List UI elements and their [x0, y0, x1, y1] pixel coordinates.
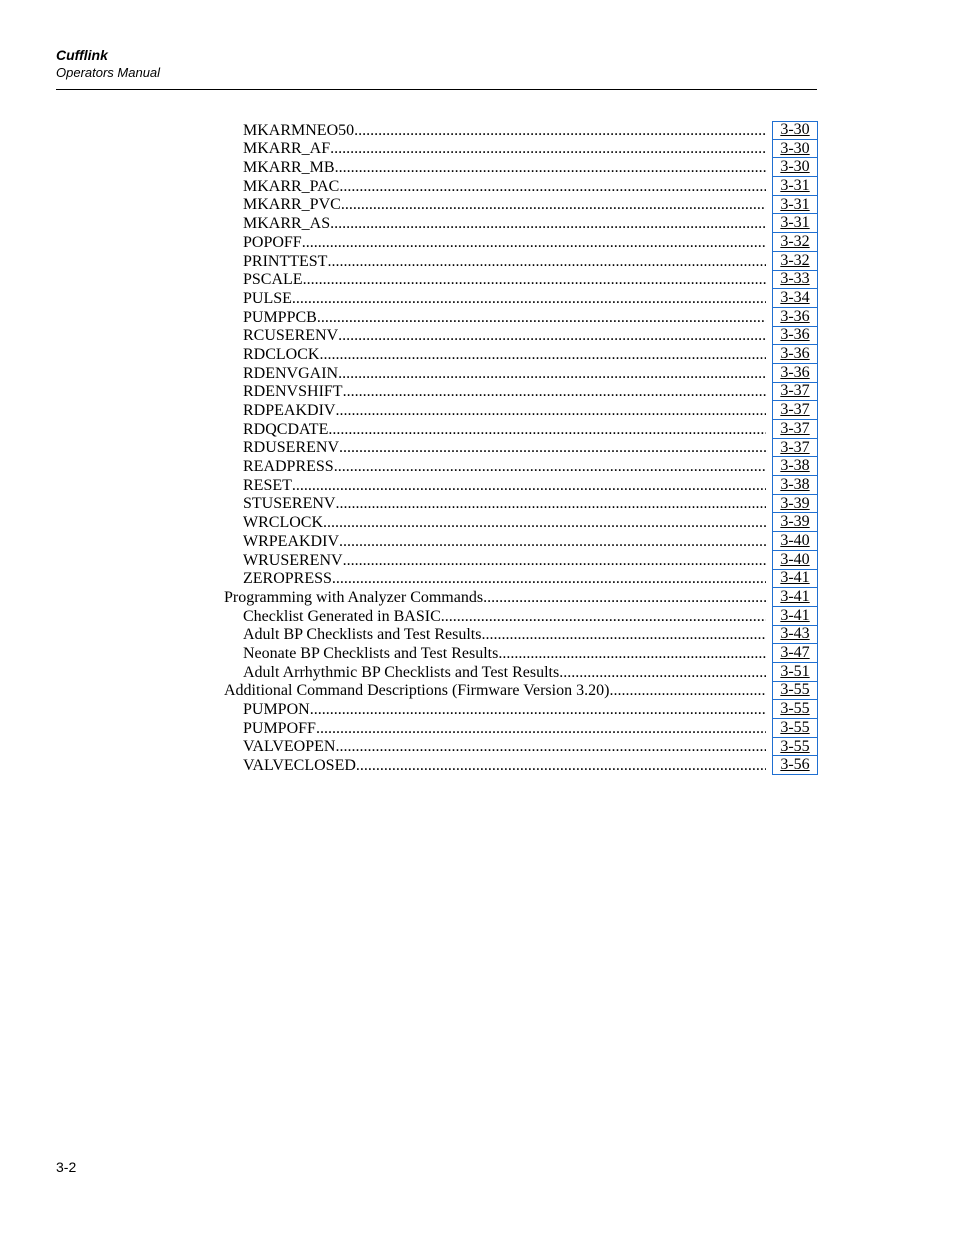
toc-page-link[interactable]: 3-37 [772, 383, 818, 402]
toc-entry[interactable] [224, 271, 818, 290]
toc-entry[interactable] [224, 457, 818, 476]
dot-leader [292, 477, 766, 495]
toc-page-link[interactable]: 3-41 [772, 570, 818, 589]
toc-entry[interactable] [224, 383, 818, 402]
toc-entry-label: RDENVGAIN [243, 364, 339, 382]
toc-entry-label: RDPEAKDIV [243, 402, 336, 419]
toc-entry-label: MKARR_PAC [243, 177, 340, 195]
dot-leader [341, 196, 766, 214]
toc-entry-label: RDQCDATE [243, 420, 329, 438]
toc-entry[interactable] [224, 177, 818, 196]
toc-page-link[interactable]: 3-55 [772, 682, 818, 701]
toc-entry-label: VALVEOPEN [243, 738, 336, 756]
document-subtitle: Operators Manual [56, 65, 161, 80]
toc-entry[interactable] [224, 756, 818, 775]
toc-entry[interactable] [224, 196, 818, 215]
toc-entry[interactable] [224, 364, 818, 383]
toc-entry-label: WRCLOCK [243, 514, 323, 532]
toc-entry[interactable] [224, 252, 818, 271]
toc-page-link[interactable]: 3-41 [772, 607, 818, 626]
toc-page-link[interactable]: 3-39 [772, 495, 818, 514]
toc-entry[interactable] [224, 327, 818, 346]
toc-entry-label: Adult BP Checklists and Test Results [243, 626, 482, 644]
toc-entry[interactable] [224, 439, 818, 458]
toc-entry[interactable] [224, 158, 818, 177]
toc-page-link[interactable]: 3-43 [772, 626, 818, 645]
toc-entry-label: ZEROPRESS [243, 570, 332, 588]
dot-leader [317, 309, 766, 327]
dot-leader [339, 533, 766, 551]
dot-leader [338, 365, 766, 383]
dot-leader [354, 122, 766, 140]
toc-entry-label: Adult Arrhythmic BP Checklists and Test Results [243, 663, 560, 681]
dot-leader [335, 159, 766, 177]
dot-leader [481, 626, 766, 644]
toc-entry-label: MKARR_PVC [243, 196, 341, 214]
page-number: 3-2 [56, 1159, 77, 1175]
toc-entry[interactable] [224, 495, 818, 514]
toc-entry[interactable] [224, 513, 818, 532]
toc-entry[interactable] [224, 738, 818, 757]
toc-entry-label: MKARR_AS [243, 215, 331, 233]
toc-entry[interactable] [224, 289, 818, 308]
toc-page-link[interactable]: 3-31 [772, 196, 818, 215]
dot-leader [335, 495, 766, 513]
toc-entry[interactable] [224, 532, 818, 551]
toc-page-link[interactable]: 3-31 [772, 214, 818, 233]
toc-page-link[interactable]: 3-56 [772, 756, 818, 775]
toc-page-link[interactable]: 3-51 [772, 663, 818, 682]
toc-page-link[interactable]: 3-38 [772, 457, 818, 476]
toc-entry[interactable] [224, 626, 818, 645]
toc-page-link[interactable]: 3-38 [772, 476, 818, 495]
dot-leader [310, 701, 766, 719]
toc-entry-label: PUMPON [243, 701, 310, 718]
toc-page-link[interactable]: 3-32 [772, 252, 818, 271]
dot-leader [335, 738, 766, 756]
toc-entry-label: Checklist Generated in BASIC [243, 607, 441, 625]
toc-page-link[interactable]: 3-33 [772, 271, 818, 290]
dot-leader [316, 720, 766, 738]
dot-leader [323, 514, 766, 532]
toc-page-link[interactable]: 3-30 [772, 140, 818, 159]
dot-leader [332, 570, 766, 588]
toc-entry[interactable] [224, 214, 818, 233]
toc-entry-label: Additional Command Descriptions (Firmware Version 3.20) [224, 682, 610, 700]
toc-entry-label: VALVECLOSED [243, 757, 356, 775]
toc-entry-label: MKARR_AF [243, 140, 331, 158]
toc-entry-label: STUSERENV [243, 495, 336, 513]
dot-leader [356, 757, 766, 775]
toc-entry-label: WRUSERENV [243, 551, 343, 569]
toc-page-link[interactable]: 3-39 [772, 513, 818, 532]
toc-page-link[interactable]: 3-34 [772, 289, 818, 308]
toc-page-link[interactable]: 3-30 [772, 158, 818, 177]
toc-entry-label: PRINTTEST [243, 252, 328, 270]
toc-entry-label: PSCALE [243, 271, 303, 289]
toc-entry[interactable] [224, 588, 818, 607]
toc-page-link[interactable]: 3-31 [772, 177, 818, 196]
header-divider [56, 89, 817, 90]
toc-page-link[interactable]: 3-37 [772, 401, 818, 420]
dot-leader [498, 645, 766, 663]
table-of-contents [224, 121, 818, 775]
toc-page-link[interactable]: 3-36 [772, 308, 818, 327]
dot-leader [338, 327, 766, 345]
dot-leader [302, 234, 766, 252]
toc-entry[interactable] [224, 570, 818, 589]
toc-entry[interactable] [224, 551, 818, 570]
toc-entry[interactable] [224, 140, 818, 159]
dot-leader [303, 271, 766, 289]
toc-entry[interactable] [224, 663, 818, 682]
document-title: Cufflink [56, 47, 108, 63]
toc-page-link[interactable]: 3-32 [772, 233, 818, 252]
toc-page-link[interactable]: 3-37 [772, 439, 818, 458]
toc-entry-label: POPOFF [243, 233, 302, 251]
toc-entry-label: MKARR_MB [243, 159, 335, 177]
toc-entry-label: RDCLOCK [243, 345, 320, 363]
toc-entry-label: READPRESS [243, 458, 334, 476]
toc-page-link[interactable]: 3-55 [772, 719, 818, 738]
toc-entry[interactable] [224, 682, 818, 701]
dot-leader [319, 346, 766, 364]
toc-entry[interactable] [224, 719, 818, 738]
dot-leader [339, 439, 766, 457]
toc-entry-label: WRPEAKDIV [243, 532, 339, 550]
dot-leader [559, 664, 766, 682]
running-header [56, 46, 816, 82]
dot-leader [483, 589, 766, 607]
toc-page-link[interactable]: 3-55 [772, 738, 818, 757]
toc-page-link[interactable]: 3-36 [772, 327, 818, 346]
toc-page-link[interactable]: 3-36 [772, 364, 818, 383]
toc-entry[interactable] [224, 476, 818, 495]
toc-page-link[interactable]: 3-37 [772, 420, 818, 439]
dot-leader [330, 140, 766, 158]
toc-entry-label: PUMPPCB [243, 308, 317, 326]
toc-entry-label: MKARMNEO50 [243, 121, 355, 139]
toc-entry-label: PUMPOFF [243, 719, 316, 737]
dot-leader [343, 552, 766, 570]
dot-leader [328, 421, 766, 439]
toc-page-link[interactable]: 3-55 [772, 700, 818, 719]
toc-entry-label: Programming with Analyzer Commands [224, 588, 484, 606]
dot-leader [609, 682, 766, 700]
toc-entry-label: PULSE [243, 289, 292, 307]
toc-entry[interactable] [224, 607, 818, 626]
toc-entry-label: RCUSERENV [243, 327, 339, 345]
toc-entry[interactable] [224, 700, 818, 719]
toc-entry[interactable] [224, 308, 818, 327]
dot-leader [335, 402, 766, 420]
toc-page-link[interactable]: 3-36 [772, 345, 818, 364]
dot-leader [327, 253, 766, 271]
toc-entry[interactable] [224, 644, 818, 663]
dot-leader [334, 458, 766, 476]
toc-page-link[interactable]: 3-40 [772, 532, 818, 551]
toc-page-link[interactable]: 3-40 [772, 551, 818, 570]
toc-entry[interactable] [224, 401, 818, 420]
dot-leader [343, 383, 766, 401]
toc-entry-label: RESET [243, 476, 292, 494]
dot-leader [330, 215, 766, 233]
toc-entry-label: Neonate BP Checklists and Test Results [243, 644, 499, 662]
toc-entry-label: RDENVSHIFT [243, 383, 343, 401]
dot-leader [339, 178, 766, 196]
toc-entry[interactable] [224, 121, 818, 140]
toc-entry-label: RDUSERENV [243, 439, 340, 457]
toc-page-link[interactable]: 3-41 [772, 588, 818, 607]
dot-leader [441, 608, 766, 626]
toc-entry[interactable] [224, 420, 818, 439]
toc-entry[interactable] [224, 345, 818, 364]
toc-page-link[interactable]: 3-30 [772, 121, 818, 140]
dot-leader [292, 290, 766, 308]
toc-page-link[interactable]: 3-47 [772, 644, 818, 663]
toc-entry[interactable] [224, 233, 818, 252]
